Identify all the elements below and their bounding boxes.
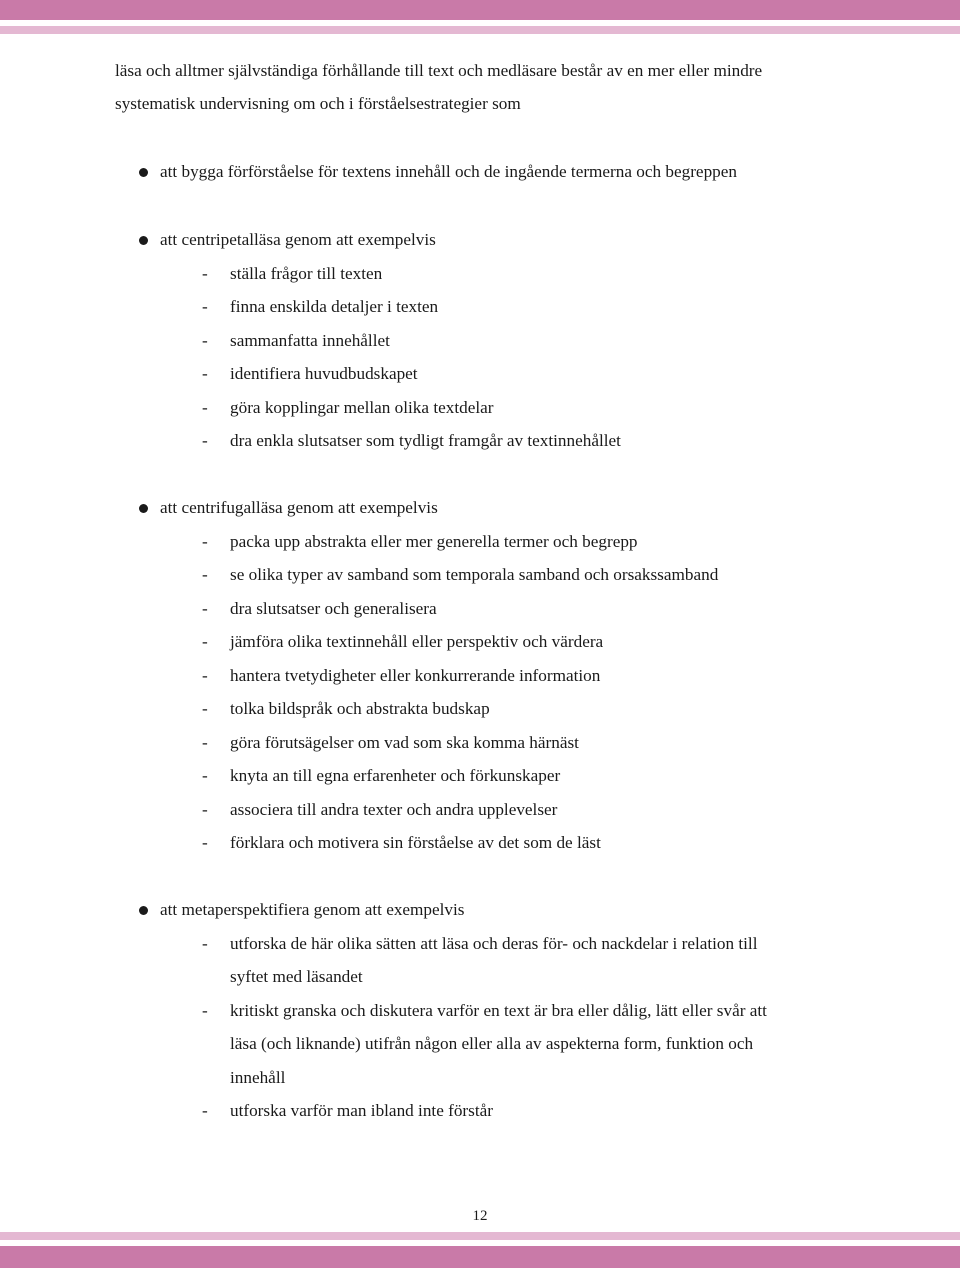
sub-item-text: knyta an till egna erfarenheter och förkunskaper [230, 766, 561, 785]
bullet-icon [139, 236, 148, 245]
bullet-icon [139, 906, 148, 915]
dash-marker: - [202, 632, 208, 651]
sub-item-text: syftet med läsandet [230, 967, 363, 986]
sub-item-text: hantera tvetydigheter eller konkurrerande information [230, 665, 601, 685]
sub-item-text: läsa (och liknande) utifrån någon eller alla av aspekterna form, funktion och [230, 1034, 754, 1053]
dash-marker: - [202, 799, 208, 819]
dash-marker: - [202, 263, 208, 283]
dash-marker: - [202, 1000, 208, 1020]
sub-item-text: göra kopplingar mellan olika textdelar [230, 397, 494, 417]
sub-item-text: dra slutsatser och generalisera [230, 598, 437, 618]
intro-line: systematisk undervisning om och i förståelsestrategier som [115, 94, 521, 113]
dash-marker: - [202, 833, 208, 852]
dash-marker: - [202, 330, 208, 350]
sub-item-text: jämföra olika textinnehåll eller perspektiv och värdera [230, 632, 604, 651]
sub-item-text: sammanfatta innehållet [230, 330, 390, 350]
bullet-item-text: att centrifugalläsa genom att exempelvis [160, 498, 438, 517]
top-decorative-band [0, 0, 960, 20]
dash-marker: - [202, 531, 208, 551]
dash-marker: - [202, 397, 208, 417]
intro-line: läsa och alltmer självständiga förhållande till text och medläsare består av en mer eller mindre [115, 61, 763, 80]
bottom-decorative-line [0, 1232, 960, 1240]
sub-item-text: innehåll [230, 1067, 286, 1087]
sub-item-text: tolka bildspråk och abstrakta budskap [230, 699, 490, 718]
sub-item-text: associera till andra texter och andra upplevelser [230, 799, 558, 819]
bullet-item-text: att metaperspektifiera genom att exempelvis [160, 900, 465, 919]
bullet-item-text: att centripetalläsa genom att exempelvis [160, 230, 436, 249]
dash-marker: - [202, 364, 208, 383]
sub-item-text: dra enkla slutsatser som tydligt framgår av textinnehållet [230, 431, 621, 450]
bullet-icon [139, 504, 148, 513]
dash-marker: - [202, 598, 208, 618]
sub-item-text: utforska de här olika sätten att läsa och deras för- och nackdelar i relation till [230, 933, 758, 953]
sub-item-text: göra förutsägelser om vad som ska komma härnäst [230, 732, 579, 752]
top-decorative-line [0, 26, 960, 34]
page-number: 12 [472, 1208, 488, 1224]
dash-marker: - [202, 665, 208, 685]
dash-marker: - [202, 933, 208, 953]
sub-item-text: se olika typer av samband som temporala samband och orsakssamband [230, 565, 719, 584]
sub-item-text: utforska varför man ibland inte förstår [230, 1101, 493, 1120]
dash-marker: - [202, 297, 208, 316]
dash-marker: - [202, 699, 208, 718]
dash-marker: - [202, 1101, 208, 1120]
sub-item-text: identifiera huvudbudskapet [230, 364, 418, 383]
sub-item-text: förklara och motivera sin förståelse av det som de läst [230, 833, 601, 852]
sub-item-text: finna enskilda detaljer i texten [230, 297, 439, 316]
bullet-icon [139, 168, 148, 177]
bullet-item-text: att bygga förförståelse för textens innehåll och de ingående termerna och begreppen [160, 162, 737, 181]
sub-item-text: kritiskt granska och diskutera varför en text är bra eller dålig, lätt eller svår att [230, 1000, 767, 1020]
dash-marker: - [202, 732, 208, 752]
dash-marker: - [202, 766, 208, 785]
sub-item-text: ställa frågor till texten [230, 263, 383, 283]
dash-marker: - [202, 431, 208, 450]
bottom-decorative-band [0, 1246, 960, 1268]
dash-marker: - [202, 565, 208, 584]
sub-item-text: packa upp abstrakta eller mer generella termer och begrepp [230, 531, 638, 551]
